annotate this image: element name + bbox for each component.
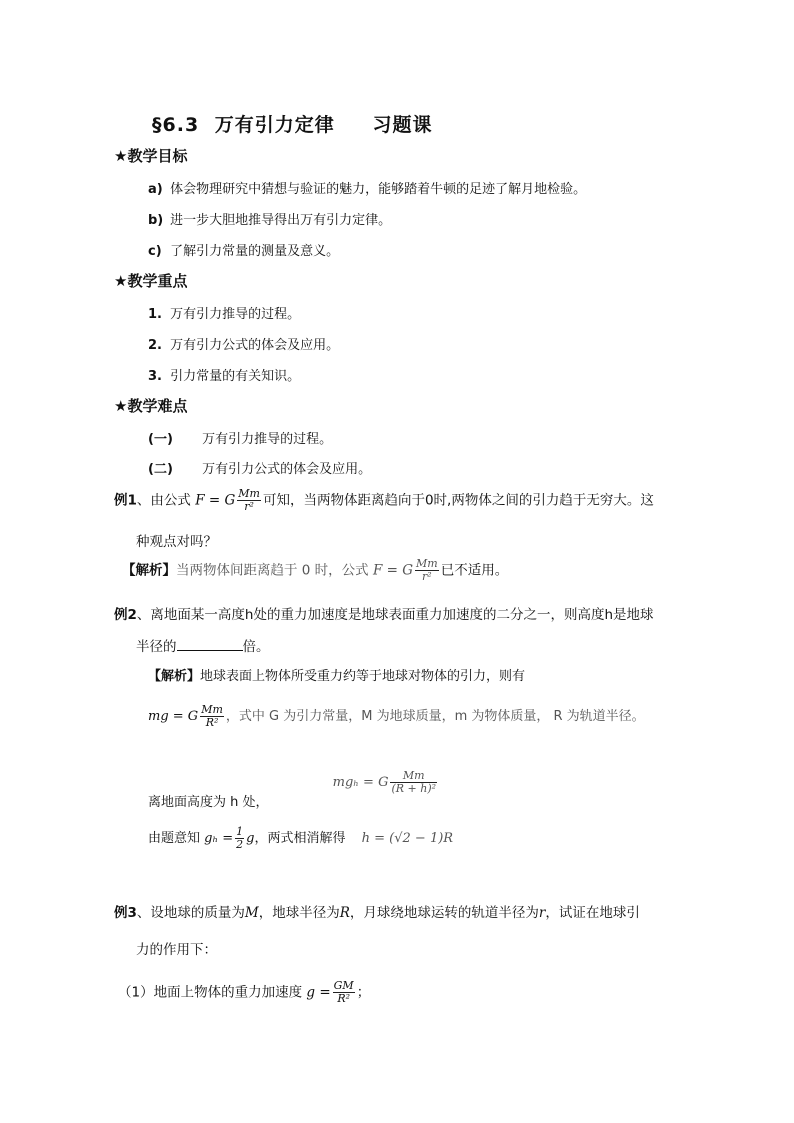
example2-formula3: 由题意知 gₕ = $\frac{1}{2}$ g，两式相消解得 h = (√2 − 1)R <box>148 825 454 852</box>
objective-item: b) 进一步大胆地推导得出万有引力定律。 <box>148 213 392 228</box>
example1-fraction: $\frac{Mm}{\text{r²}}$ <box>238 487 260 514</box>
page-title <box>152 110 432 137</box>
answer-blank[interactable] <box>177 638 243 651</box>
section-number: §6.3 <box>152 114 200 136</box>
objectives-heading: ★教学目标 <box>114 147 188 165</box>
example3-line1: 例3、设地球的质量为M，地球半径为R，月球绕地球运转的轨道半径为r，试证在地球引 <box>114 905 640 921</box>
key-point-item: 1. 万有引力推导的过程。 <box>148 307 301 322</box>
example1-line2: 种观点对吗？ <box>136 534 217 550</box>
analysis-tag: 【解析】 <box>148 669 201 684</box>
analysis-fraction: $\frac{Mm}{\text{r²}}$ <box>416 557 438 584</box>
example2-result: h = (√2 − 1)R <box>361 831 454 847</box>
example2-formula2: 离地面高度为 h 处， mgₕ = G $\frac{Mm}{\text{(R + h)²}}$ <box>148 769 437 811</box>
difficulty-item: (一) 万有引力推导的过程。 <box>148 432 333 447</box>
objective-item: c) 了解引力常量的测量及意义。 <box>148 244 340 259</box>
key-points-heading: ★教学重点 <box>114 272 188 290</box>
example3-label: 例3 <box>114 905 137 921</box>
example1-analysis: 【解析】当两物体间距离趋于 0 时，公式 F = G $\frac{Mm}{\text{r²}}$ 已不适用。 <box>122 557 509 584</box>
example2-label: 例2 <box>114 607 137 623</box>
example1-formula: F = G <box>195 492 236 509</box>
example1-line1: 例1、由公式 F = G $\frac{Mm}{\text{r²}}$ 可知，当两物体距离趋向于0时,两物体之间的引力趋于无穷大。这 <box>114 487 654 514</box>
title-sub: 习题课 <box>372 114 433 136</box>
example3-question1: （1）地面上物体的重力加速度 g = $\frac{GM}{\text{R²}}$ ； <box>118 979 371 1006</box>
key-point-item: 2. 万有引力公式的体会及应用。 <box>148 338 340 353</box>
example3-line2: 力的作用下： <box>136 942 217 958</box>
analysis-tag: 【解析】 <box>122 562 176 579</box>
title-main: 万有引力定律 <box>214 114 335 136</box>
difficulties-heading: ★教学难点 <box>114 397 188 415</box>
example2-line1: 例2、离地面某一高度h处的重力加速度是地球表面重力加速度的二分之一，则高度h是地球 <box>114 607 654 623</box>
example2-analysis: 【解析】地球表面上物体所受重力约等于地球对物体的引力，则有 <box>148 669 526 684</box>
example1-label: 例1 <box>114 492 137 509</box>
objective-item: a) 体会物理研究中猜想与验证的魅力，能够踏着牛顿的足迹了解月地检验。 <box>148 182 587 197</box>
difficulty-item: (二) 万有引力公式的体会及应用。 <box>148 462 372 477</box>
example2-line2: 半径的 倍。 <box>136 639 270 655</box>
key-point-item: 3. 引力常量的有关知识。 <box>148 369 301 384</box>
example2-formula1: mg = G $\frac{Mm}{\text{R²}}$ ，式中 G 为引力常量，M 为地球质量，m 为物体质量， R 为轨道半径。 <box>148 703 645 730</box>
